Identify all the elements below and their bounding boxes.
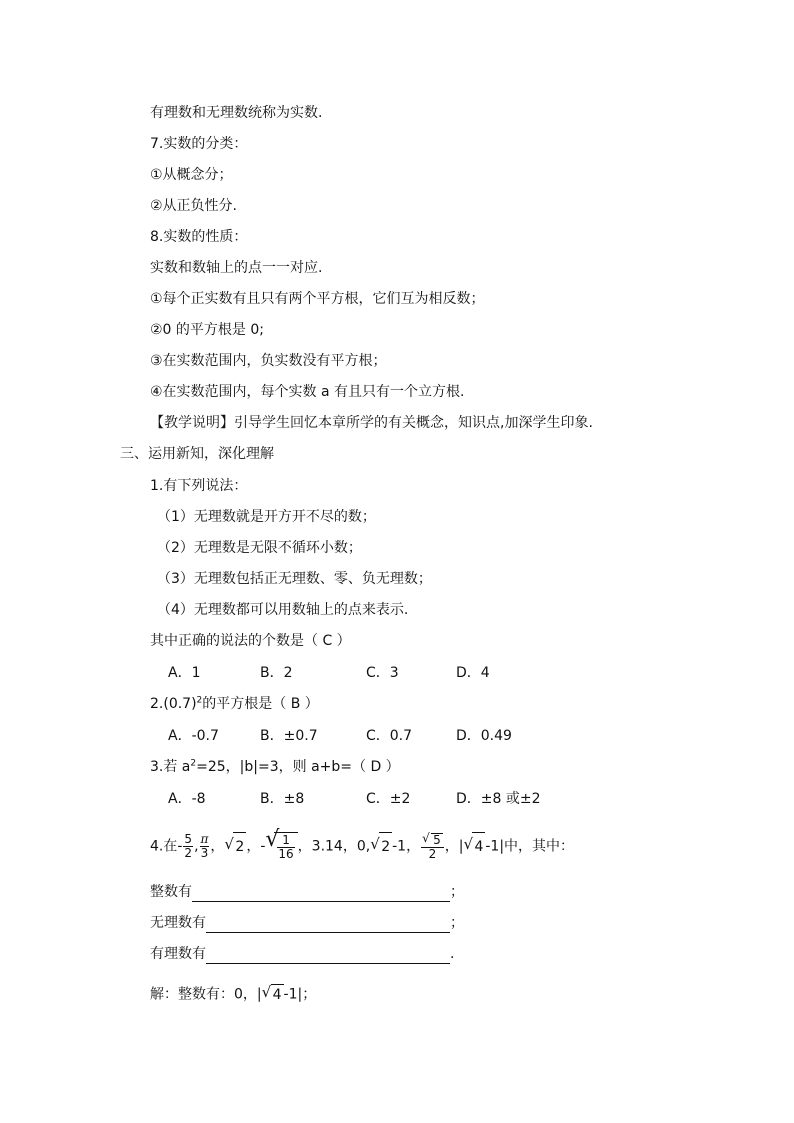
radical-sign: √ bbox=[463, 835, 474, 853]
radicand: 2 bbox=[233, 832, 246, 861]
solution-text: 解：整数有：0，| bbox=[150, 986, 262, 1003]
section-title: 三、运用新知，深化理解 bbox=[120, 446, 274, 462]
fraction bbox=[277, 834, 294, 861]
fill-label: 整数有 bbox=[150, 884, 192, 900]
question-1: 1.有下列说法： bbox=[150, 478, 248, 494]
square-root bbox=[370, 832, 392, 861]
option-b: B．±8 bbox=[260, 791, 305, 807]
numerator: 1 bbox=[277, 834, 294, 848]
option-d: D．±8 或±2 bbox=[456, 791, 541, 807]
radicand: 4 bbox=[271, 984, 284, 1005]
radicand: 4 bbox=[472, 832, 485, 861]
list-item: ①从概念分； bbox=[150, 167, 233, 183]
statement: （4）无理数都可以用数轴上的点来表示. bbox=[157, 602, 409, 618]
fill-in-integers bbox=[150, 882, 464, 902]
option-c: C．3 bbox=[366, 665, 399, 681]
section-heading: 7.实数的分类： bbox=[150, 136, 248, 152]
question-4: 4.在- $\frac{5}{2}$ , $\frac{\pi}{3}$ ， √ 2 ，- √ $\frac{1}{16}$ ，3.14，0, √ 2 -1， √ 5 2 ，| √ 4 -1|中，其中： bbox=[150, 827, 575, 861]
solution-line bbox=[150, 984, 316, 1005]
q4-text: -1|中，其中： bbox=[485, 838, 575, 855]
option-b: B．2 bbox=[260, 665, 293, 681]
punctuation: ； bbox=[450, 884, 464, 900]
punctuation: ； bbox=[450, 915, 464, 931]
fill-in-irrationals bbox=[150, 913, 464, 933]
answer-blank[interactable] bbox=[206, 949, 450, 964]
section-heading: 8.实数的性质： bbox=[150, 229, 248, 245]
answer-blank[interactable] bbox=[206, 918, 450, 933]
list-item: ①每个正实数有且只有两个平方根，它们互为相反数； bbox=[150, 291, 485, 307]
list-item: ④在实数范围内，每个实数 a 有且只有一个立方根. bbox=[150, 384, 465, 400]
list-item: ③在实数范围内，负实数没有平方根； bbox=[150, 353, 387, 369]
denominator: 2 bbox=[184, 846, 193, 860]
q4-text: 4.在- bbox=[150, 838, 183, 855]
option-c: C．0.7 bbox=[366, 728, 413, 744]
teaching-note: 【教学说明】引导学生回忆本章所学的有关概念，知识点,加深学生印象. bbox=[150, 415, 593, 431]
q2-text: 2.(0.7) bbox=[150, 696, 197, 712]
option-c: C．±2 bbox=[366, 791, 411, 807]
fill-label: 有理数有 bbox=[150, 946, 206, 962]
fraction bbox=[183, 833, 193, 860]
radical-sign: √ bbox=[224, 835, 234, 853]
statement: （3）无理数包括正无理数、零、负无理数； bbox=[157, 571, 432, 587]
numerator: 5 bbox=[184, 832, 193, 846]
denominator: 16 bbox=[278, 846, 294, 861]
q3-text: 3.若 a bbox=[150, 759, 191, 775]
q2-text: 的平方根是（ B ） bbox=[202, 696, 319, 712]
option-a: A．-0.7 bbox=[168, 728, 219, 744]
text-line: 有理数和无理数统称为实数. bbox=[150, 105, 323, 121]
radical-sign: √ bbox=[265, 827, 280, 852]
statement: （2）无理数是无限不循环小数； bbox=[157, 540, 362, 556]
q4-text: ，3.14，0, bbox=[297, 838, 371, 855]
radical-sign: √ bbox=[370, 835, 380, 853]
square-root bbox=[422, 830, 443, 847]
solution-text: -1|； bbox=[283, 986, 317, 1003]
radical-sign: √ bbox=[261, 983, 272, 1001]
numerator: π bbox=[200, 832, 209, 846]
option-d: D．4 bbox=[456, 665, 490, 681]
question-3 bbox=[150, 757, 400, 777]
answer-blank[interactable] bbox=[192, 887, 450, 902]
statement: （1）无理数就是开方开不尽的数； bbox=[157, 509, 376, 525]
radical-sign: √ bbox=[422, 830, 430, 845]
option-d: D．0.49 bbox=[456, 728, 512, 744]
radicand: 2 bbox=[379, 832, 392, 861]
question-prompt: 其中正确的说法的个数是（ C ） bbox=[150, 633, 351, 649]
question-2 bbox=[150, 694, 319, 714]
denominator: 2 bbox=[428, 846, 437, 861]
text-line: 实数和数轴上的点一一对应. bbox=[150, 260, 323, 276]
q4-text: ，- bbox=[246, 838, 266, 855]
q3-text: =25，|b|=3，则 a+b=（ D ） bbox=[196, 759, 400, 775]
numerator bbox=[421, 830, 444, 848]
exponent: 2 bbox=[190, 758, 197, 769]
option-b: B．±0.7 bbox=[260, 728, 318, 744]
square-root bbox=[224, 832, 246, 861]
list-item: ②从正负性分. bbox=[150, 198, 238, 214]
q4-text: -1， bbox=[392, 838, 421, 855]
punctuation: . bbox=[450, 946, 455, 962]
option-a: A．1 bbox=[168, 665, 201, 681]
exponent: 2 bbox=[196, 695, 203, 706]
fraction bbox=[421, 830, 444, 861]
fill-in-rationals bbox=[150, 944, 454, 964]
list-item: ②0 的平方根是 0; bbox=[150, 322, 264, 338]
fraction bbox=[200, 833, 210, 860]
radicand: 5 bbox=[433, 832, 441, 847]
square-root bbox=[265, 827, 297, 861]
square-root bbox=[262, 984, 284, 1005]
option-a: A．-8 bbox=[168, 791, 206, 807]
denominator: 3 bbox=[200, 846, 209, 860]
q4-text: ，| bbox=[444, 838, 464, 855]
fill-label: 无理数有 bbox=[150, 915, 206, 931]
square-root bbox=[463, 832, 485, 861]
